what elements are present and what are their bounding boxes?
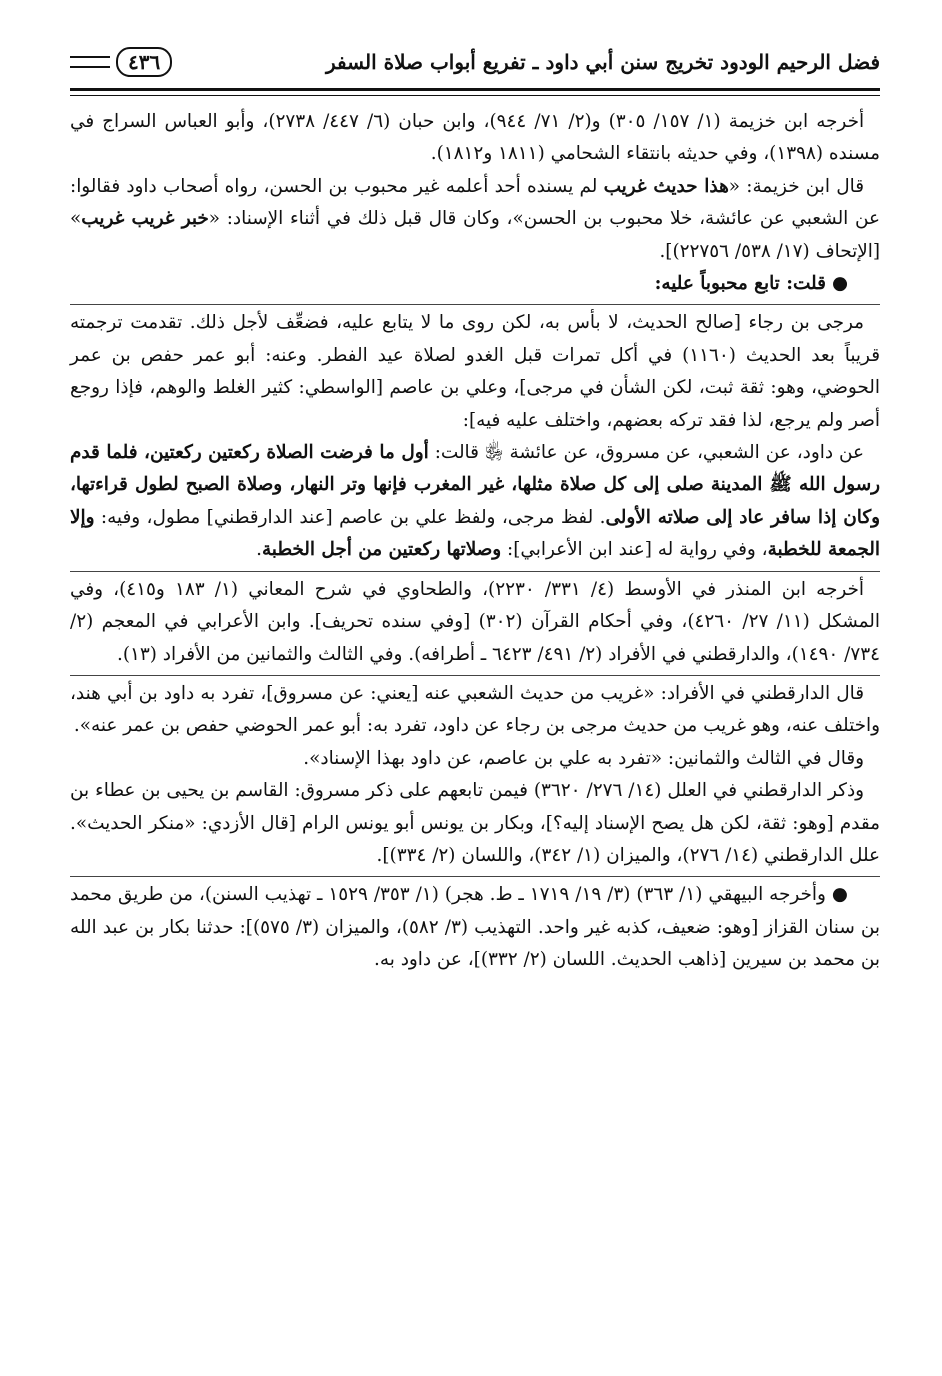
text: قال الدارقطني في الأفراد: «غريب من حديث الشعبي عنه [يعني: عن مسروق]، تفرد به داود بن أبي هند، واختلف عنه، وهو غريب من حديث مرجى بن رجاء عن داود، تفرد به: أبو عمر الحوضي حفص بن عمر عنه». bbox=[70, 682, 880, 737]
main-text bbox=[70, 106, 880, 977]
text: وذكر الدارقطني في العلل (١٤/ ٢٧٦/ ٣٦٢٠) فيمن تابعهم على ذكر مسروق: القاسم بن يحيى بن عطاء بن مقدم [وهو: ثقة، لكن هل يصح الإسناد إليه؟]، وبكار بن يونس أبو يونس الرام [قال الأزدي: «منكر الحديث». علل الدارقطني (١٤/ ٢٧٦)، والميزان (١/ ٣٤٢)، واللسان (٢/ ٣٣٤)]. bbox=[70, 780, 880, 866]
paragraph bbox=[70, 743, 880, 775]
text: عن داود، عن الشعبي، عن مسروق، عن عائشة ﵂ قالت: bbox=[428, 442, 864, 464]
paragraph bbox=[70, 437, 880, 567]
bold-text: وإلا الجمعة للخطبة bbox=[70, 506, 880, 561]
bullet-icon: ● bbox=[831, 273, 848, 295]
page-number-block bbox=[70, 47, 172, 77]
page-header bbox=[70, 40, 880, 84]
bold-text: أول ما فرضت الصلاة ركعتين ركعتين، فلما قدم رسول الله ﷺ المدينة صلى إلى كل صلاة مثلها، غير المغرب فإنها وتر النهار، وصلاة الصبح لطول قراءتها، وكان إذا سافر عاد إلى صلاته الأولى bbox=[70, 442, 880, 528]
ornament-left bbox=[70, 56, 110, 68]
paragraph bbox=[70, 571, 880, 671]
text: . bbox=[256, 539, 262, 561]
text: قال ابن خزيمة: « bbox=[728, 175, 865, 197]
page-number: ٤٣٦ bbox=[116, 47, 172, 77]
text: أخرجه ابن خزيمة (١/ ١٥٧/ ٣٠٥) و(٢/ ٧١/ ٩٤٤)، وابن حبان (٦/ ٤٤٧/ ٢٧٣٨)، وأبو العباس السراج في مسنده (١٣٩٨)، وفي حديثه بانتقاء الشحامي (١٨١١ و١٨١٢). bbox=[70, 111, 880, 165]
text: » [الإتحاف (١٧/ ٥٣٨/ ٢٢٧٥٦)]. bbox=[70, 208, 880, 262]
paragraph bbox=[70, 268, 880, 300]
text: أخرجه ابن المنذر في الأوسط (٤/ ٣٣١/ ٢٢٣٠)، والطحاوي في شرح المعاني (١/ ١٨٣ و٤١٥)، وفي المشكل (١١/ ٢٧/ ٤٢٦٠)، وفي أحكام القرآن (٣٠٢) [وفي سنده تحريف]. وابن الأعرابي في المعجم (٢/ ٧٣٤/ ١٤٩٠)، والدارقطني في الأفراد (٢/ ٤٩١/ ٦٤٢٣ ـ أطرافه). وفي الثالث والثمانين من الأفراد (١٣). bbox=[70, 578, 880, 665]
text: لم يسنده أحد أعلمه غير محبوب بن الحسن، رواه أصحاب داود فقالوا: عن الشعبي عن عائشة، خلا محبوب بن الحسن»، وكان قال قبل ذلك في أثناء الإسناد: « bbox=[70, 175, 880, 230]
text: وأخرجه البيهقي (١/ ٣٦٣) (٣/ ١٩/ ١٧١٩ ـ ط. هجر) (١/ ٣٥٣/ ١٥٢٩ ـ تهذيب السنن)، من طريق محمد بن سنان القزاز [وهو: ضعيف، كذبه غير واحد. التهذيب (٣/ ٥٨٢)، والميزان (٣/ ٥٧٥)]: حدثنا بكار بن عبد الله بن محمد بن سيرين [ذاهب الحديث. اللسان (٢/ ٣٣٢)]، عن داود به. bbox=[70, 884, 880, 971]
paragraph bbox=[70, 675, 880, 743]
running-title: فضل الرحيم الودود تخريج سنن أبي داود ـ تفريع أبواب صلاة السفر bbox=[326, 50, 880, 74]
text: . لفظ مرجى، ولفظ علي بن عاصم [عند الدارقطني] مطول، وفيه: bbox=[94, 506, 606, 528]
paragraph bbox=[70, 171, 880, 268]
bold-text: وصلاتها ركعتين من أجل الخطبة bbox=[261, 539, 502, 561]
bold-text: هذا حديث غريب bbox=[603, 175, 729, 197]
paragraph bbox=[70, 775, 880, 872]
paragraph bbox=[70, 106, 880, 171]
paragraph bbox=[70, 876, 880, 976]
header-rule bbox=[70, 88, 880, 96]
bold-text: قلت: تابع محبوباً عليه: bbox=[654, 273, 826, 295]
text: مرجى بن رجاء [صالح الحديث، لا بأس به، لكن روى ما لا يتابع عليه، فضعِّف لأجل ذلك. تقدمت ترجمته قريباً بعد الحديث (١١٦٠) في أكل تمرات قبل الغدو لصلاة عيد الفطر. وعنه: أبو عمر حفص بن عمر الحوضي، وهو: ثقة ثبت، لكن الشأن في مرجى]، وعلي بن عاصم [الواسطي: كثير الغلط والوهم، فإذا روجع أصر ولم يرجع، لذا فقد تركه بعضهم، واختلف عليه فيه]: bbox=[70, 312, 880, 431]
bullet-icon: ● bbox=[831, 884, 848, 906]
paragraph bbox=[70, 304, 880, 437]
bold-text: خبر غريب غريب bbox=[81, 208, 209, 230]
text: ، وفي رواية له [عند ابن الأعرابي]: bbox=[501, 539, 768, 561]
text: وقال في الثالث والثمانين: «تفرد به علي بن عاصم، عن داود بهذا الإسناد». bbox=[303, 747, 864, 769]
